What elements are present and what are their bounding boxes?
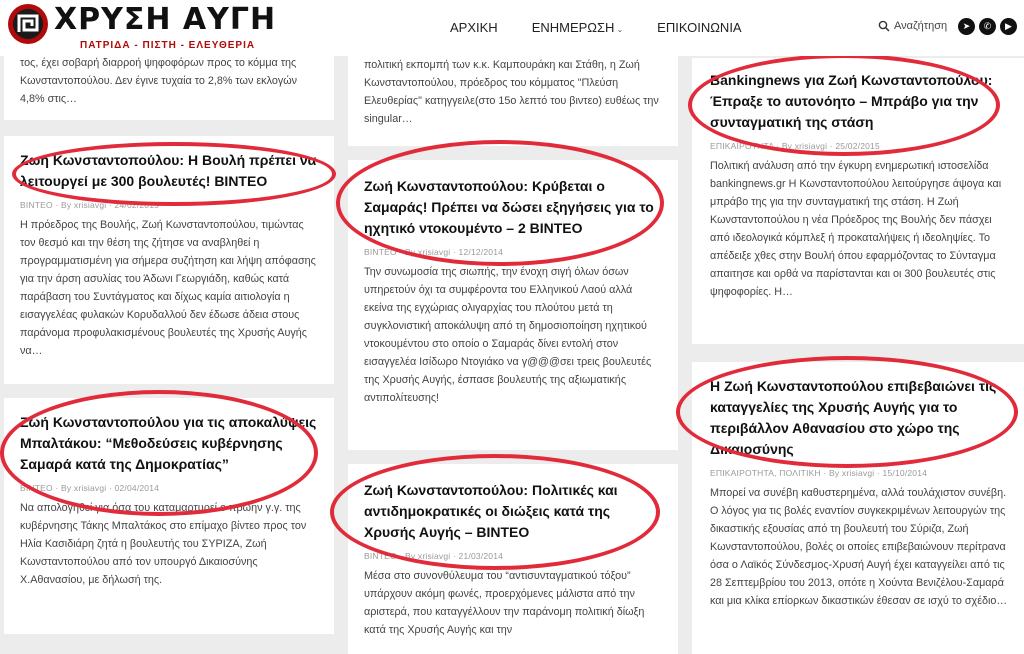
social-links	[958, 18, 1017, 35]
article-title[interactable]: Ζωή Κωνσταντοπούλου: Κρύβεται ο Σαμαράς! Πρέπει να δώσει εξηγήσεις για το ηχητικό ντοκουμέντο – 2 ΒΙΝΤΕΟ	[364, 178, 654, 236]
article-title[interactable]: Ζωή Κωνσταντοπούλου: Πολιτικές και αντιδημοκρατικές οι διώξεις κατά της Χρυσής Αυγής – ΒΙΝΤΕΟ	[364, 482, 618, 540]
site-header	[0, 0, 1024, 56]
meander-logo-icon[interactable]	[8, 4, 48, 44]
article-category[interactable]: ΕΠΙΚΑΙΡΟΤΗΤΑ, ΠΟΛΙΤΙΚΗ	[710, 468, 821, 478]
site-title[interactable]: ΧΡΥΣΗ ΑΥΓΗ	[54, 2, 277, 37]
article-author[interactable]: By xrisiavgi	[405, 551, 451, 561]
youtube-icon[interactable]: ▶	[1000, 18, 1017, 35]
nav-label: ΑΡΧΙΚΗ	[450, 20, 498, 35]
chevron-down-icon: ⌄	[616, 25, 624, 34]
article-card	[4, 398, 334, 634]
article-category[interactable]: ΒΙΝΤΕΟ	[20, 483, 53, 493]
article-card	[4, 136, 334, 384]
article-excerpt: Η πρόεδρος της Βουλής, Ζωή Κωνσταντοπούλου, τιμώντας τον θεσμό και την θέση της ζήτησε να αναβληθεί η προγραμματισμένη για σήμερα συζήτηση και λήψη απόφασης για την άρση ασυλίας του Άδωνι Γεωργιάδη, καθώς κατά παράβαση του Συντάγματος και δίχως καμία αιτιολογία η εισαγγελέας φυλακών Κορυδαλλού δεν έδωσε άδεια στους παράνομα προφυλακισμένους βουλευτές της Χρυσής Αυγής να…	[20, 219, 316, 357]
search-icon	[878, 20, 890, 32]
article-meta: ΒΙΝΤΕΟ · By xrisiavgi · 21/03/2014	[364, 551, 504, 561]
article-category[interactable]: ΒΙΝΤΕΟ	[364, 551, 397, 561]
article-excerpt: Την συνωμοσία της σιωπής, την ένοχη σιγή όλων όσων υπηρετούν όχι τα συμφέροντα του Ελληνικού Λαού αλλά εκείνα της εγχώριας ολιγαρχίας του πλούτου μετά τη συγκλονιστική αποκάλυψη από τη δημοσιοποίηση ηχητικού ντοκουμέντου στο οποίο ο Σαμαράς δίνει εντολή στον εισαγγελέα Ισίδωρο Ντογιάκο να γ@@@σει τρεις βουλευτές της Χρυσής Αυγής, έσπασε βουλευτής της αξιωματικής αντιπολίτευσης!	[364, 266, 652, 404]
article-category[interactable]: ΒΙΝΤΕΟ	[364, 247, 397, 257]
nav-item-contact[interactable]	[657, 20, 741, 35]
article-meta: ΒΙΝΤΕΟ · By xrisiavgi · 24/02/2015	[20, 200, 160, 210]
article-author[interactable]: By xrisiavgi	[61, 200, 107, 210]
article-meta: ΕΠΙΚΑΙΡΟΤΗΤΑ, ΠΟΛΙΤΙΚΗ · By xrisiavgi · 15/10/2014	[710, 468, 928, 478]
telegram-icon[interactable]: ➤	[958, 18, 975, 35]
article-title[interactable]: Η Ζωή Κωνσταντοπούλου επιβεβαιώνει τις καταγγελίες της Χρυσής Αυγής για το περιβάλλον Αθανασίου στο χώρο της Δικαιοσύνης	[710, 378, 997, 457]
article-excerpt: τος, έχει σοβαρή διαρροή ψηφοφόρων προς το κόμμα της Κωνσταντοπούλου. Δεν έγινε τυχαία το 2,8% των εκλογών 4,8% στις…	[20, 57, 298, 105]
article-date: 21/03/2014	[458, 551, 504, 561]
article-meta: ΕΠΙΚΑΙΡΟΤΗΤΑ · By xrisiavgi · 25/02/2015	[710, 141, 880, 151]
article-card	[348, 464, 678, 654]
article-excerpt: Να απολογηθεί για όσα του καταμαρτυρεί ο πρώην γ.γ. της κυβέρνησης Τάκης Μπαλτάκος στο επίμαχο βίντεο προς τον Ηλία Κασιδιάρη ζητά η βουλευτής του ΣΥΡΙΖΑ, Ζωή Κωνσταντοπούλου από τον υπουργό Δικαιοσύνης Χ.Αθανασίου, με δήλωσή της.	[20, 502, 307, 586]
article-author[interactable]: By xrisiavgi	[781, 141, 828, 151]
main-nav	[450, 20, 776, 35]
article-card	[692, 58, 1024, 344]
nav-label: ΕΝΗΜΕΡΩΣΗ	[531, 20, 615, 35]
article-excerpt: Μπορεί να συνέβη καθυστερημένα, αλλά τουλάχιστον συνέβη. Ο λόγος για τις βολές εναντίον συγκεκριμένων λειτουργών της δικαστικής εξουσίας από τη βουλευτή του Σύριζα, Ζωή Κωνσταντοπούλου, βολές οι οποίες επιβεβαιώνουν περίτρανα όσα ο Λαϊκός Σύνδεσμος-Χρυσή Αυγή έχει καταγγείλει από τις 28 Σεπτεμβρίου του 2013, οπότε η Χούντα Βενιζέλου-Σαμαρά και μια κλίκα επίορκων δικαστικών έθεσαν σε ισχύ το σχέδιο…	[710, 487, 1008, 607]
article-date: 25/02/2015	[835, 141, 880, 151]
article-category[interactable]: ΕΠΙΚΑΙΡΟΤΗΤΑ	[710, 141, 774, 151]
article-author[interactable]: By xrisiavgi	[405, 247, 451, 257]
article-date: 02/04/2014	[114, 483, 160, 493]
article-author[interactable]: By xrisiavgi	[829, 468, 875, 478]
article-excerpt: πολιτική εκπομπή των κ.κ. Καμπουράκη και Στάθη, η Ζωή Κωνσταντοπούλου, πρόεδρος του κόμματος "Πλεύση Ελευθερίας" κατηγγειλε(στο 15ο λεπτό του βιντεο) ευθέως την singular…	[364, 59, 659, 125]
article-title[interactable]: Ζωή Κωνσταντοπούλου: Η Βουλή πρέπει να λειτουργεί με 300 βουλευτές! ΒΙΝΤΕΟ	[20, 152, 317, 189]
article-meta: ΒΙΝΤΕΟ · By xrisiavgi · 02/04/2014	[20, 483, 160, 493]
nav-item-news[interactable]	[532, 20, 623, 35]
article-author[interactable]: By xrisiavgi	[61, 483, 107, 493]
nav-label: ΕΠΙΚΟΙΝΩΝΙΑ	[657, 20, 742, 35]
article-excerpt: Μέσα στο συνονθύλευμα του “αντισυνταγματικού τόξου” υπάρχουν ακόμη φωνές, προερχόμενες μάλιστα από την αριστερά, που καταγγέλλουν την παράνομη πολιτική δίωξη κατά της Χρυσής Αυγής και την	[364, 570, 645, 636]
article-category[interactable]: ΒΙΝΤΕΟ	[20, 200, 53, 210]
search-label: Αναζήτηση	[894, 20, 948, 32]
article-card	[348, 160, 678, 450]
site-slogan: ΠΑΤΡΙΔΑ - ΠΙΣΤΗ - ΕΛΕΥΘΕΡΙΑ	[80, 40, 256, 51]
article-date: 15/10/2014	[882, 468, 928, 478]
search-button[interactable]	[878, 20, 947, 32]
article-date: 12/12/2014	[458, 247, 504, 257]
article-card	[692, 362, 1024, 654]
article-meta: ΒΙΝΤΕΟ · By xrisiavgi · 12/12/2014	[364, 247, 504, 257]
article-title[interactable]: Ζωή Κωνσταντοπούλου για τις αποκαλύψεις Μπαλτάκου: “Μεθοδεύσεις κυβέρνησης Σαμαρά κατά της Δημοκρατίας”	[20, 414, 317, 472]
viber-icon[interactable]: ✆	[979, 18, 996, 35]
nav-item-home[interactable]	[450, 20, 498, 35]
article-excerpt: Πολιτική ανάλυση από την έγκυρη ενημερωτική ιστοσελίδα bankingnews.gr Η Κωνσταντοπούλου λειτούργησε άψογα και μπράβο της για την συνταγματική της στάση. Η Ζωή Κωνσταντοπούλου η νέα Πρόεδρος της Βουλής δεν πάσχει από ιδεολογικά κόμπλεξ ή προκαταλήψεις ή ιδεοληψίες. Το απέδειξε χθες στην Βουλή όπου εφαρμόζοντας το Σύνταγμα απαιτησε και ορθά να παρίστανται και οι 300 βουλευτές στις ψηφοφορίες. Η…	[710, 160, 1002, 298]
article-title[interactable]: Bankingnews για Ζωή Κωνσταντοπούλου: Έπραξε το αυτονόητο – Μπράβο για την συνταγματική της στάση	[710, 72, 993, 130]
article-date: 24/02/2015	[114, 200, 160, 210]
